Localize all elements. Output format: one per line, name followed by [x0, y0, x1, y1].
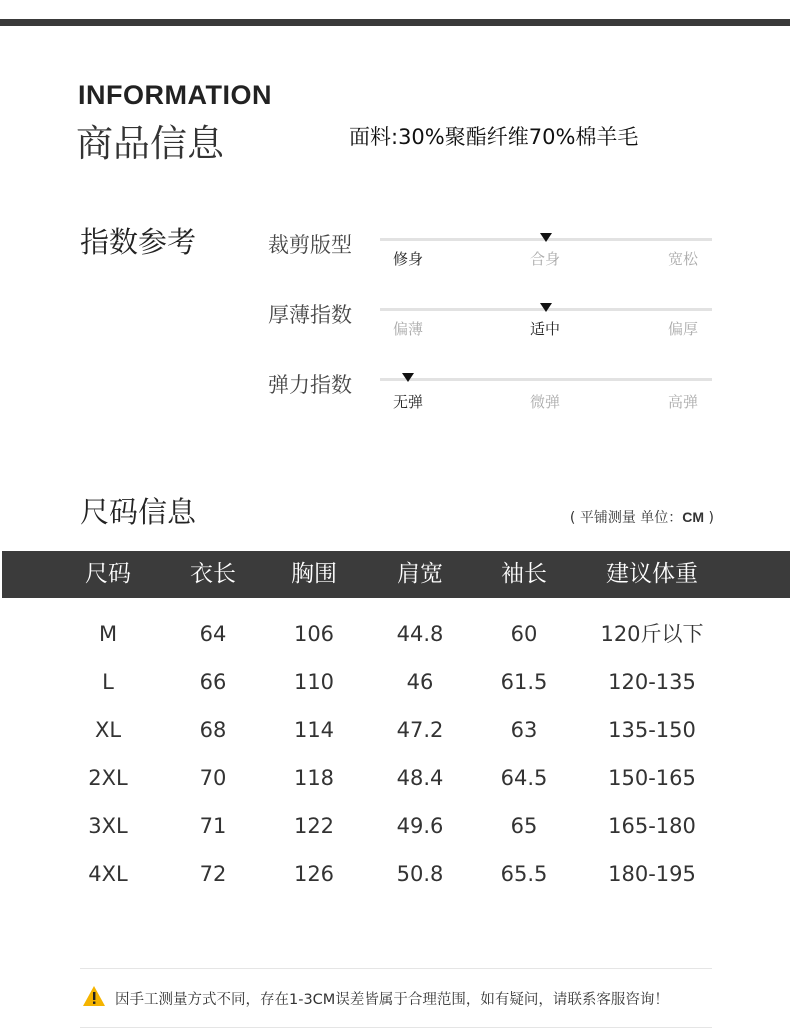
size-table-cell: 114	[293, 718, 335, 742]
size-table-cell: 120斤以下	[600, 622, 704, 646]
size-table-cell: 150-165	[608, 766, 696, 790]
index-option: 偏薄	[392, 320, 423, 338]
size-table-column-header: 胸围	[291, 561, 337, 587]
size-table-row	[0, 850, 790, 898]
size-table-row	[0, 754, 790, 802]
index-row-label: 裁剪版型	[268, 233, 352, 257]
size-table-cell: 61.5	[500, 670, 548, 694]
notice-bottom-rule	[80, 1027, 712, 1028]
size-table-header	[2, 551, 790, 598]
size-table-cell: 63	[510, 718, 538, 742]
top-divider-bar	[0, 19, 790, 26]
size-table-cell: 48.4	[396, 766, 444, 790]
size-table-cell: 165-180	[608, 814, 696, 838]
size-table-cell: 47.2	[396, 718, 444, 742]
index-row-label: 弹力指数	[268, 373, 352, 397]
index-row-label: 厚薄指数	[268, 303, 352, 327]
size-table-cell: 71	[199, 814, 227, 838]
unit-note-suffix: )	[704, 510, 714, 526]
size-table-cell: 49.6	[396, 814, 444, 838]
size-table-body	[0, 610, 790, 898]
index-option: 修身	[392, 250, 423, 268]
size-table-cell: 4XL	[88, 862, 128, 886]
index-option: 偏厚	[667, 320, 698, 338]
size-table-column-header: 建议体重	[606, 561, 698, 587]
size-table-cell: 118	[293, 766, 335, 790]
product-info-heading: 商品信息	[76, 122, 224, 165]
information-heading: INFORMATION	[78, 80, 272, 110]
measurement-unit-note	[570, 507, 714, 527]
size-table-column-header: 肩宽	[397, 561, 443, 587]
size-table-cell: 122	[293, 814, 335, 838]
size-table-cell: 110	[293, 670, 335, 694]
size-table-column-header: 衣长	[190, 561, 236, 587]
index-scale-line	[380, 378, 712, 381]
size-table-cell: 65	[510, 814, 538, 838]
index-marker-icon	[540, 233, 552, 242]
size-table-cell: 50.8	[396, 862, 444, 886]
size-table-row	[0, 706, 790, 754]
index-option: 无弹	[392, 393, 423, 411]
size-table-column-header: 袖长	[501, 561, 547, 587]
notice-top-rule	[80, 968, 712, 969]
index-option: 适中	[529, 320, 560, 338]
size-table-cell: 72	[199, 862, 227, 886]
unit-note-prefix: ( 平铺测量 单位：	[569, 510, 683, 526]
size-table-row	[0, 610, 790, 658]
index-marker-icon	[402, 373, 414, 382]
size-table-cell: 64.5	[500, 766, 548, 790]
size-table-cell: L	[102, 670, 114, 694]
size-table-cell: 46	[406, 670, 434, 694]
index-marker-icon	[540, 303, 552, 312]
index-option: 合身	[529, 250, 560, 268]
index-option: 宽松	[667, 250, 698, 268]
size-table-cell: 106	[293, 622, 335, 646]
unit-note-unit: CM	[682, 509, 705, 525]
size-table-cell: M	[98, 622, 118, 646]
size-table-cell: 65.5	[500, 862, 548, 886]
measurement-notice-text: 因手工测量方式不同，存在1-3CM误差皆属于合理范围，如有疑问，请联系客服咨询！	[115, 992, 669, 1008]
size-info-title: 尺码信息	[80, 495, 197, 529]
size-table-row	[0, 802, 790, 850]
index-option: 高弹	[667, 393, 698, 411]
size-table-cell: 120-135	[608, 670, 696, 694]
size-table-cell: 60	[510, 622, 538, 646]
size-table-cell: 2XL	[88, 766, 128, 790]
size-table-cell: 135-150	[608, 718, 696, 742]
warning-icon	[82, 985, 106, 1007]
index-reference-title: 指数参考	[80, 225, 197, 259]
size-table-cell: 70	[199, 766, 227, 790]
size-table-cell: 3XL	[88, 814, 128, 838]
size-table-cell: XL	[94, 718, 122, 742]
size-table-cell: 44.8	[396, 622, 444, 646]
size-table-cell: 66	[199, 670, 227, 694]
size-table-cell: 64	[199, 622, 227, 646]
size-table-cell: 180-195	[608, 862, 696, 886]
index-option: 微弹	[529, 393, 560, 411]
size-table-cell: 126	[293, 862, 335, 886]
size-table-column-header: 尺码	[85, 561, 131, 587]
size-table-row	[0, 658, 790, 706]
size-table-cell: 68	[199, 718, 227, 742]
fabric-composition: 面料:30%聚酯纤维70%棉羊毛	[349, 125, 639, 149]
